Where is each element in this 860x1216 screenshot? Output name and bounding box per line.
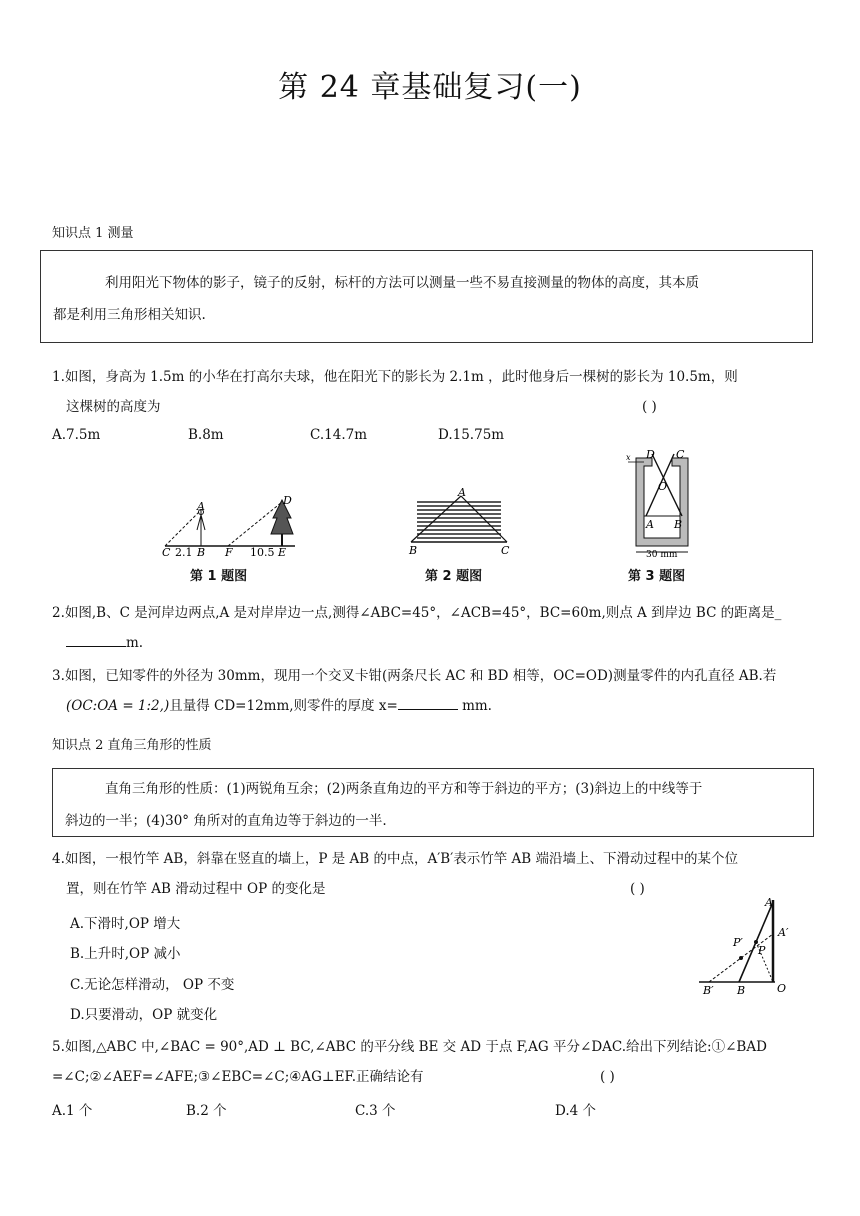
q2-line-1: 2.如图,B、C 是河岸边两点,A 是对岸岸边一点,测得∠ABC=45°，∠ACB=45°，BC=60m,则点 A 到岸边 BC 的距离是_: [52, 605, 782, 621]
section-heading-1: 知识点 1 测量: [52, 226, 134, 241]
page-title: 第 24 章基础复习(一): [278, 70, 582, 105]
q5-option-a: A.1 个: [52, 1103, 93, 1119]
fig4-label-b-prime: B′: [703, 984, 714, 997]
fig1-length-cb: 2.1: [175, 546, 193, 559]
fig1-label-e: E: [278, 546, 287, 559]
figure-3-caption: 第 3 题图: [628, 569, 686, 584]
q1-option-a: A.7.5m: [52, 427, 101, 443]
figure-4-diagram: [695, 892, 795, 1000]
q1-option-c: C.14.7m: [310, 427, 367, 443]
fig1-label-d: D: [283, 494, 292, 507]
q2-line-2-suffix: m.: [126, 635, 144, 651]
q1-option-d: D.15.75m: [438, 427, 505, 443]
fig1-label-f: F: [225, 546, 233, 559]
figure-2-diagram: [405, 488, 515, 560]
figure-1-diagram: [155, 490, 305, 560]
fig3-width-label: 30 mm: [646, 550, 678, 560]
q3-answer-blank[interactable]: [398, 695, 458, 710]
q3-line-1: 3.如图，已知零件的外径为 30mm，现用一个交叉卡钳(两条尺长 AC 和 BD 相等，OC=OD)测量零件的内孔直径 AB.若: [52, 668, 777, 684]
q4-option-a: A.下滑时,OP 增大: [70, 916, 181, 932]
q5-option-b: B.2 个: [186, 1103, 227, 1119]
fig3-label-a: A: [646, 518, 654, 531]
fig4-label-b: B: [737, 984, 746, 997]
fig1-length-fe: 10.5: [250, 546, 275, 559]
q1-answer-paren: ( ): [642, 399, 657, 415]
q4-option-b: B.上升时,OP 减小: [70, 946, 181, 962]
q1-option-b: B.8m: [188, 427, 224, 443]
q4-line-2: 置，则在竹竿 AB 滑动过程中 OP 的变化是: [66, 881, 326, 897]
fig3-label-o: O: [658, 480, 668, 493]
q4-answer-paren: ( ): [630, 881, 645, 897]
q5-option-d: D.4 个: [555, 1103, 597, 1119]
fig3-label-c: C: [676, 448, 685, 461]
q5-line-2: =∠C;②∠AEF=∠AFE;③∠EBC=∠C;④AG⊥EF.正确结论有: [52, 1069, 424, 1085]
fig1-label-a: A: [197, 500, 205, 513]
q3-line-2: 且量得 CD=12mm,则零件的厚度 x=: [169, 698, 398, 714]
fig3-label-b: B: [674, 518, 683, 531]
figure-1-caption: 第 1 题图: [190, 569, 248, 584]
box-1-line-1: 利用阳光下物体的影子，镜子的反射，标杆的方法可以测量一些不易直接测量的物体的高度，其本质: [105, 275, 699, 291]
fig1-label-c: C: [162, 546, 171, 559]
fig2-label-c: C: [501, 544, 510, 557]
q4-option-c: C.无论怎样滑动， OP 不变: [70, 977, 235, 993]
box-1-line-2: 都是利用三角形相关知识.: [53, 307, 206, 323]
q1-line-2: 这棵树的高度为: [66, 399, 161, 415]
fig3-label-d: D: [646, 448, 655, 461]
question-5: [52, 1032, 822, 1092]
q3-ratio: (OC:OA = 1:2,): [66, 698, 170, 714]
knowledge-box-2: [52, 768, 814, 837]
q2-answer-blank[interactable]: [66, 632, 126, 647]
fig4-label-o: O: [777, 982, 787, 995]
question-3: [52, 661, 822, 721]
box-2-line-1: 直角三角形的性质：(1)两锐角互余；(2)两条直角边的平方和等于斜边的平方；(3)斜边上的中线等于: [105, 781, 703, 797]
fig4-label-p: P: [758, 944, 766, 957]
fig4-label-p-prime: P′: [733, 936, 743, 949]
q5-answer-paren: ( ): [600, 1069, 615, 1085]
fig2-label-b: B: [409, 544, 418, 557]
q3-unit: mm.: [462, 698, 492, 714]
figure-2-caption: 第 2 题图: [425, 569, 483, 584]
q5-line-1: 5.如图,△ABC 中,∠BAC = 90°,AD ⊥ BC,∠ABC 的平分线 BE 交 AD 于点 F,AG 平分∠DAC.给出下列结论:①∠BAD: [52, 1039, 767, 1055]
q4-line-1: 4.如图，一根竹竿 AB，斜靠在竖直的墙上，P 是 AB 的中点，A′B′表示竹竿 AB 端沿墙上、下滑动过程中的某个位: [52, 851, 739, 867]
fig4-label-a: A: [765, 896, 773, 909]
fig2-label-a: A: [458, 488, 466, 499]
q4-option-d: D.只要滑动，OP 就变化: [70, 1007, 218, 1023]
section-heading-2: 知识点 2 直角三角形的性质: [52, 738, 212, 753]
fig4-label-a-prime: A′: [778, 926, 789, 939]
q5-option-c: C.3 个: [355, 1103, 396, 1119]
fig3-label-x: x: [626, 453, 631, 462]
question-2: [52, 598, 822, 658]
fig1-label-b: B: [197, 546, 206, 559]
figure-3-diagram: [622, 446, 702, 560]
knowledge-box-1: [40, 250, 813, 343]
question-1: [52, 362, 812, 422]
box-2-line-2: 斜边的一半；(4)30° 角所对的直角边等于斜边的一半.: [65, 813, 387, 829]
q1-line-1: 1.如图，身高为 1.5m 的小华在打高尔夫球，他在阳光下的影长为 2.1m ，此时他身后一棵树的影长为 10.5m，则: [52, 369, 738, 385]
